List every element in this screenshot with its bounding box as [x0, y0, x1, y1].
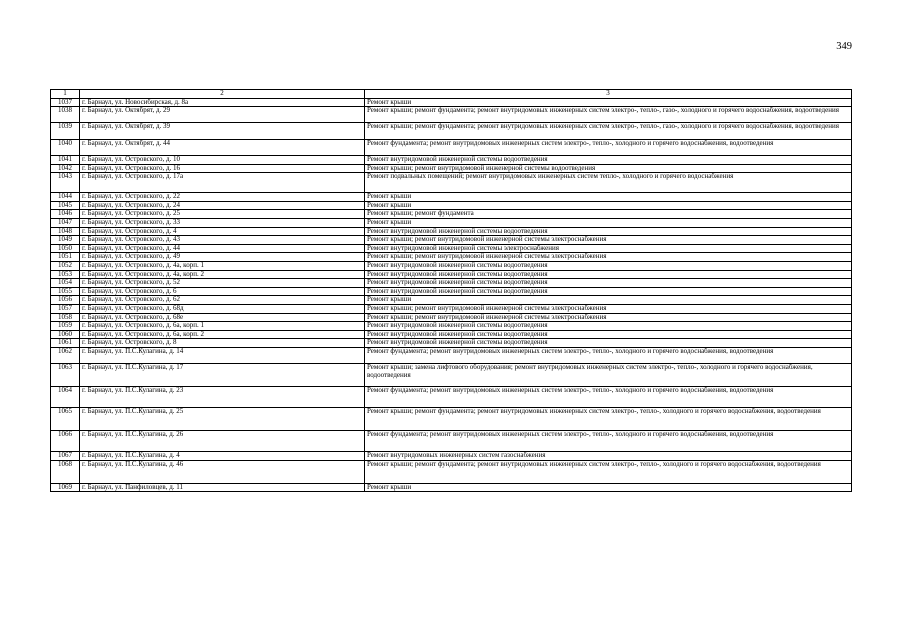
row-number-cell: 1054: [51, 279, 80, 288]
work-type-cell: Ремонт внутридомовой инженерной системы водоотведения: [365, 227, 852, 236]
address-cell: г. Барнаул, ул. Островского, д. 43: [80, 236, 365, 245]
address-cell: г. Барнаул, ул. П.С.Кулагина, д. 23: [80, 387, 365, 408]
work-type-cell: Ремонт внутридомовых инженерных систем газоснабжения: [365, 452, 852, 461]
address-cell: г. Барнаул, ул. Октябрят, д. 39: [80, 123, 365, 139]
row-number-cell: 1049: [51, 236, 80, 245]
table-row: [51, 244, 852, 253]
row-number-cell: 1043: [51, 173, 80, 193]
header-col-1: 1: [51, 90, 80, 99]
address-cell: г. Барнаул, ул. Октябрят, д. 44: [80, 139, 365, 155]
work-type-cell: Ремонт фундамента; ремонт внутридомовых инженерных систем электро-, тепло-, холодного и горячего водоснабжения, водоотведения: [365, 139, 852, 155]
address-cell: г. Барнаул, ул. Островского, д. 4: [80, 227, 365, 236]
row-number-cell: 1037: [51, 98, 80, 107]
row-number-cell: 1063: [51, 364, 80, 387]
row-number-cell: 1046: [51, 210, 80, 219]
page-number: 349: [836, 41, 852, 52]
table-row: [51, 330, 852, 339]
table-row: [51, 304, 852, 313]
header-col-2: 2: [80, 90, 365, 99]
table-row: [51, 408, 852, 431]
work-type-cell: Ремонт крыши; ремонт внутридомовой инженерной системы электроснабжения: [365, 313, 852, 322]
row-number-cell: 1058: [51, 313, 80, 322]
address-cell: г. Барнаул, ул. П.С.Кулагина, д. 25: [80, 408, 365, 431]
address-cell: г. Барнаул, ул. Островского, д. 4а, корп. 1: [80, 262, 365, 271]
work-type-cell: Ремонт внутридомовой инженерной системы электроснабжения: [365, 244, 852, 253]
row-number-cell: 1038: [51, 107, 80, 123]
table-row: [51, 460, 852, 483]
row-number-cell: 1059: [51, 322, 80, 331]
address-cell: г. Барнаул, ул. Островского, д. 68е: [80, 313, 365, 322]
row-number-cell: 1064: [51, 387, 80, 408]
work-type-cell: Ремонт крыши: [365, 98, 852, 107]
address-cell: г. Барнаул, ул. Островского, д. 44: [80, 244, 365, 253]
table-row: [51, 364, 852, 387]
work-type-cell: Ремонт фундамента; ремонт внутридомовых инженерных систем электро-, тепло-, холодного и горячего водоснабжения, водоотведения: [365, 387, 852, 408]
row-number-cell: 1039: [51, 123, 80, 139]
table-row: [51, 210, 852, 219]
table-row: [51, 287, 852, 296]
row-number-cell: 1051: [51, 253, 80, 262]
row-number-cell: 1047: [51, 219, 80, 228]
work-type-cell: Ремонт внутридомовой инженерной системы водоотведения: [365, 156, 852, 165]
table-row: [51, 193, 852, 202]
table-row: [51, 219, 852, 228]
row-number-cell: 1042: [51, 164, 80, 173]
address-cell: г. Барнаул, ул. Островского, д. 49: [80, 253, 365, 262]
row-number-cell: 1050: [51, 244, 80, 253]
work-type-cell: Ремонт крыши: [365, 219, 852, 228]
address-cell: г. Барнаул, ул. Островского, д. 8: [80, 339, 365, 348]
row-number-cell: 1057: [51, 304, 80, 313]
work-type-cell: Ремонт фундамента; ремонт внутридомовых инженерных систем электро-, тепло-, холодного и горячего водоснабжения, водоотведения: [365, 431, 852, 452]
table-row: [51, 313, 852, 322]
work-type-cell: Ремонт крыши; ремонт фундамента; ремонт внутридомовых инженерных систем электро-, тепло-, газо-, холодного и горячего водоснабжения, водоотведения: [365, 107, 852, 123]
table-row: [51, 123, 852, 139]
row-number-cell: 1055: [51, 287, 80, 296]
row-number-cell: 1044: [51, 193, 80, 202]
table-row: [51, 270, 852, 279]
header-col-3: 3: [365, 90, 852, 99]
table-row: [51, 156, 852, 165]
work-type-cell: Ремонт внутридомовой инженерной системы водоотведения: [365, 287, 852, 296]
work-type-cell: Ремонт крыши; ремонт фундамента; ремонт внутридомовых инженерных систем электро-, тепло-, холодного и горячего водоснабжения, водоотведения: [365, 408, 852, 431]
work-type-cell: Ремонт крыши; ремонт фундамента; ремонт внутридомовых инженерных систем электро-, тепло-, газо-, холодного и горячего водоснабжения, водоотведения: [365, 123, 852, 139]
work-type-cell: Ремонт крыши: [365, 296, 852, 305]
work-type-cell: Ремонт крыши: [365, 483, 852, 492]
work-type-cell: Ремонт крыши: [365, 201, 852, 210]
row-number-cell: 1048: [51, 227, 80, 236]
work-type-cell: Ремонт крыши; ремонт фундамента: [365, 210, 852, 219]
table-row: [51, 347, 852, 363]
work-type-cell: Ремонт крыши; ремонт внутридомовой инженерной системы электроснабжения: [365, 304, 852, 313]
address-cell: г. Барнаул, ул. П.С.Кулагина, д. 46: [80, 460, 365, 483]
work-type-cell: Ремонт крыши; ремонт внутридомовой инженерной системы водоотведения: [365, 164, 852, 173]
table-row: [51, 253, 852, 262]
address-cell: г. Барнаул, ул. Островского, д. 33: [80, 219, 365, 228]
row-number-cell: 1040: [51, 139, 80, 155]
table-row: [51, 173, 852, 193]
table-row: [51, 431, 852, 452]
table-row: [51, 139, 852, 155]
work-type-cell: Ремонт крыши; ремонт фундамента; ремонт внутридомовых инженерных систем электро-, тепло-, холодного и горячего водоснабжения, водоотведения: [365, 460, 852, 483]
table-row: [51, 164, 852, 173]
table-row: [51, 452, 852, 461]
row-number-cell: 1069: [51, 483, 80, 492]
address-cell: г. Барнаул, ул. Островского, д. 6а, корп. 1: [80, 322, 365, 331]
table-header-row: [51, 90, 852, 99]
address-cell: г. Барнаул, ул. Островского, д. 62: [80, 296, 365, 305]
row-number-cell: 1041: [51, 156, 80, 165]
row-number-cell: 1060: [51, 330, 80, 339]
address-cell: г. Барнаул, ул. Островского, д. 16: [80, 164, 365, 173]
address-cell: г. Барнаул, ул. Островского, д. 17а: [80, 173, 365, 193]
address-cell: г. Барнаул, ул. П.С.Кулагина, д. 14: [80, 347, 365, 363]
address-cell: г. Барнаул, ул. Островского, д. 24: [80, 201, 365, 210]
repair-registry-table: [50, 89, 852, 492]
address-cell: г. Барнаул, ул. Панфиловцев, д. 11: [80, 483, 365, 492]
table-row: [51, 201, 852, 210]
work-type-cell: Ремонт внутридомовой инженерной системы водоотведения: [365, 279, 852, 288]
table-row: [51, 483, 852, 492]
work-type-cell: Ремонт внутридомовой инженерной системы водоотведения: [365, 322, 852, 331]
row-number-cell: 1053: [51, 270, 80, 279]
work-type-cell: Ремонт фундамента; ремонт внутридомовых инженерных систем электро-, тепло-, холодного и горячего водоснабжения, водоотведения: [365, 347, 852, 363]
table-row: [51, 227, 852, 236]
row-number-cell: 1066: [51, 431, 80, 452]
address-cell: г. Барнаул, ул. Островского, д. 52: [80, 279, 365, 288]
address-cell: г. Барнаул, ул. Островского, д. 6: [80, 287, 365, 296]
address-cell: г. Барнаул, ул. Островского, д. 22: [80, 193, 365, 202]
work-type-cell: Ремонт крыши; замена лифтового оборудования; ремонт внутридомовых инженерных систем электро-, тепло-, холодного и горячего водоснабжения, водоотведения: [365, 364, 852, 387]
table-row: [51, 296, 852, 305]
work-type-cell: Ремонт подвальных помещений; ремонт внутридомовых инженерных систем тепло-, холодного и горячего водоснабжения: [365, 173, 852, 193]
address-cell: г. Барнаул, ул. П.С.Кулагина, д. 26: [80, 431, 365, 452]
table-row: [51, 387, 852, 408]
row-number-cell: 1068: [51, 460, 80, 483]
row-number-cell: 1045: [51, 201, 80, 210]
work-type-cell: Ремонт внутридомовой инженерной системы водоотведения: [365, 339, 852, 348]
work-type-cell: Ремонт крыши: [365, 193, 852, 202]
work-type-cell: Ремонт крыши; ремонт внутридомовой инженерной системы электроснабжения: [365, 253, 852, 262]
table-row: [51, 236, 852, 245]
address-cell: г. Барнаул, ул. П.С.Кулагина, д. 4: [80, 452, 365, 461]
table-row: [51, 339, 852, 348]
row-number-cell: 1052: [51, 262, 80, 271]
address-cell: г. Барнаул, ул. Островского, д. 10: [80, 156, 365, 165]
table-body: [51, 98, 852, 492]
work-type-cell: Ремонт внутридомовой инженерной системы водоотведения: [365, 270, 852, 279]
address-cell: г. Барнаул, ул. П.С.Кулагина, д. 17: [80, 364, 365, 387]
work-type-cell: Ремонт внутридомовой инженерной системы водоотведения: [365, 330, 852, 339]
row-number-cell: 1065: [51, 408, 80, 431]
row-number-cell: 1062: [51, 347, 80, 363]
row-number-cell: 1056: [51, 296, 80, 305]
row-number-cell: 1067: [51, 452, 80, 461]
address-cell: г. Барнаул, ул. Островского, д. 68д: [80, 304, 365, 313]
table-row: [51, 279, 852, 288]
work-type-cell: Ремонт крыши; ремонт внутридомовой инженерной системы электроснабжения: [365, 236, 852, 245]
work-type-cell: Ремонт внутридомовой инженерной системы водоотведения: [365, 262, 852, 271]
address-cell: г. Барнаул, ул. Новосибирская, д. 8а: [80, 98, 365, 107]
address-cell: г. Барнаул, ул. Октябрят, д. 29: [80, 107, 365, 123]
row-number-cell: 1061: [51, 339, 80, 348]
address-cell: г. Барнаул, ул. Островского, д. 4а, корп. 2: [80, 270, 365, 279]
address-cell: г. Барнаул, ул. Островского, д. 6а, корп. 2: [80, 330, 365, 339]
address-cell: г. Барнаул, ул. Островского, д. 25: [80, 210, 365, 219]
table-row: [51, 262, 852, 271]
table-row: [51, 98, 852, 107]
table-row: [51, 322, 852, 331]
table-row: [51, 107, 852, 123]
